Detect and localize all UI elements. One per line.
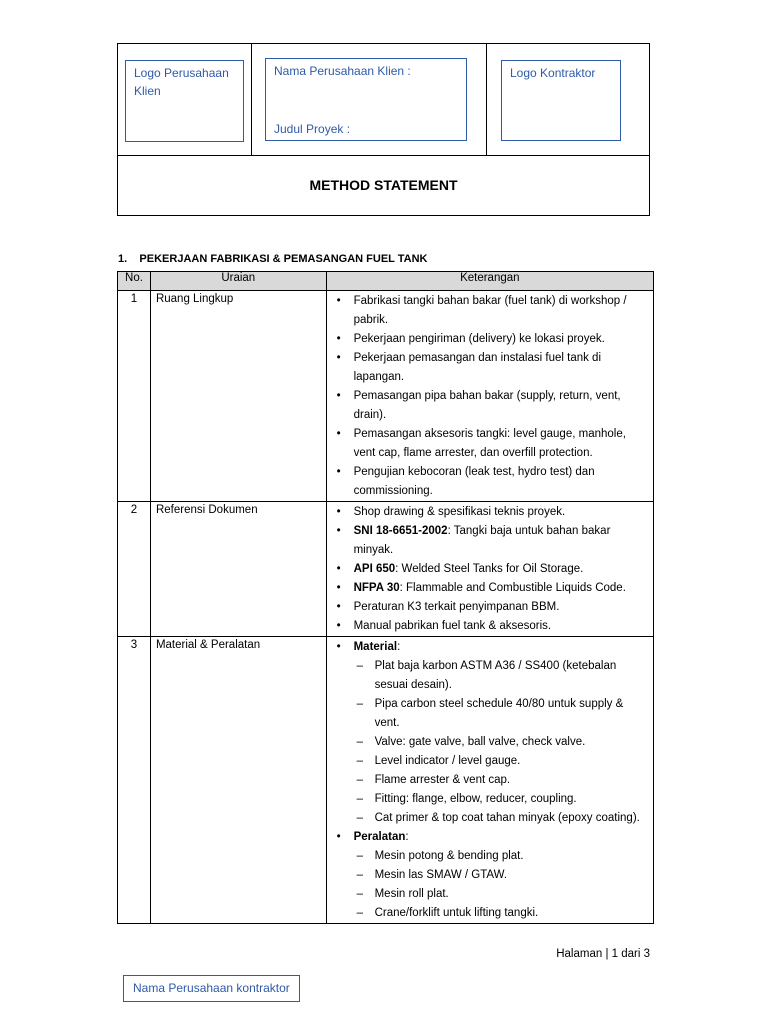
page-number: Halaman | 1 dari 3 xyxy=(556,948,650,960)
list-item xyxy=(331,522,645,560)
row-keterangan xyxy=(326,637,653,924)
client-logo-cell xyxy=(118,44,252,155)
item-text: : Welded Steel Tanks for Oil Storage. xyxy=(395,563,584,575)
item-text: : Tangki baja untuk bahan bakar minyak. xyxy=(353,525,611,556)
column-header-keterangan: Keterangan xyxy=(326,272,653,291)
row-uraian: Referensi Dokumen xyxy=(150,502,326,637)
client-logo-placeholder: Logo Perusahaan Klien xyxy=(125,60,244,142)
item-text: Shop drawing & spesifikasi teknis proyek. xyxy=(353,506,566,518)
contractor-logo-cell xyxy=(486,44,649,155)
item-label: API 650 xyxy=(353,563,396,575)
row-keterangan xyxy=(326,502,653,637)
row-keterangan xyxy=(326,291,653,502)
bullet-list xyxy=(331,638,645,923)
client-info-cell xyxy=(251,44,487,155)
method-table xyxy=(117,271,654,924)
client-name-label: Nama Perusahaan Klien : xyxy=(274,64,411,78)
list-item: – Mesin roll plat. xyxy=(354,885,645,904)
group-label: Material xyxy=(353,641,398,653)
table-header-row xyxy=(118,272,654,291)
column-header-no: No. xyxy=(118,272,151,291)
table-row xyxy=(118,637,654,924)
client-info-box xyxy=(265,58,467,141)
list-item: – Cat primer & top coat tahan minyak (epoxy coating). xyxy=(354,809,645,828)
header-top-row xyxy=(118,44,649,156)
row-number: 3 xyxy=(118,637,151,924)
column-header-uraian: Uraian xyxy=(150,272,326,291)
section-heading xyxy=(118,253,427,265)
list-item: • Pekerjaan pemasangan dan instalasi fuel tank di lapangan. xyxy=(331,349,645,387)
item-text: : Flammable and Combustible Liquids Code. xyxy=(399,582,626,594)
list-item: • Pemasangan aksesoris tangki: level gauge, manhole, vent cap, flame arrester, dan overfill protection. xyxy=(331,425,645,463)
dash-list xyxy=(354,657,645,828)
row-number: 2 xyxy=(118,502,151,637)
list-item: • Fabrikasi tangki bahan bakar (fuel tank) di workshop / pabrik. xyxy=(331,292,645,330)
list-item: – Valve: gate valve, ball valve, check valve. xyxy=(354,733,645,752)
list-item: • Pengujian kebocoran (leak test, hydro test) dan commissioning. xyxy=(331,463,645,501)
list-item: – Plat baja karbon ASTM A36 / SS400 (ketebalan sesuai desain). xyxy=(354,657,645,695)
list-item: – Fitting: flange, elbow, reducer, coupling. xyxy=(354,790,645,809)
group-suffix: : xyxy=(397,641,401,653)
list-item xyxy=(331,503,645,522)
contractor-logo-placeholder: Logo Kontraktor xyxy=(501,60,621,141)
item-text: Peraturan K3 terkait penyimpanan BBM. xyxy=(353,601,560,613)
section-title: PEKERJAAN FABRIKASI & PEMASANGAN FUEL TANK xyxy=(139,253,428,265)
header-table xyxy=(117,43,650,216)
row-uraian: Ruang Lingkup xyxy=(150,291,326,502)
table-row xyxy=(118,291,654,502)
contractor-name-footer: Nama Perusahaan kontraktor xyxy=(123,975,300,1002)
group-suffix: : xyxy=(405,831,409,843)
item-label: SNI 18-6651-2002 xyxy=(353,525,448,537)
list-item: – Mesin las SMAW / GTAW. xyxy=(354,866,645,885)
list-item: • Pekerjaan pengiriman (delivery) ke lokasi proyek. xyxy=(331,330,645,349)
item-label: NFPA 30 xyxy=(353,582,400,594)
section-number: 1. xyxy=(118,253,128,265)
dash-list xyxy=(354,847,645,923)
row-number: 1 xyxy=(118,291,151,502)
list-item xyxy=(331,560,645,579)
list-item xyxy=(331,579,645,598)
list-item: – Crane/forklift untuk lifting tangki. xyxy=(354,904,645,923)
table-row xyxy=(118,502,654,637)
project-title-label: Judul Proyek : xyxy=(274,122,351,136)
list-item: – Flame arrester & vent cap. xyxy=(354,771,645,790)
list-item: • Pemasangan pipa bahan bakar (supply, return, vent, drain). xyxy=(331,387,645,425)
list-item xyxy=(331,598,645,617)
bullet-list xyxy=(331,503,645,636)
list-item: – Pipa carbon steel schedule 40/80 untuk supply & vent. xyxy=(354,695,645,733)
equipment-group xyxy=(331,828,645,923)
item-text: Manual pabrikan fuel tank & aksesoris. xyxy=(353,620,552,632)
list-item: – Mesin potong & bending plat. xyxy=(354,847,645,866)
document-title: METHOD STATEMENT xyxy=(309,177,458,193)
material-group xyxy=(331,638,645,828)
list-item: – Level indicator / level gauge. xyxy=(354,752,645,771)
group-label: Peralatan xyxy=(353,831,406,843)
bullet-list xyxy=(331,292,645,501)
list-item xyxy=(331,617,645,636)
row-uraian: Material & Peralatan xyxy=(150,637,326,924)
